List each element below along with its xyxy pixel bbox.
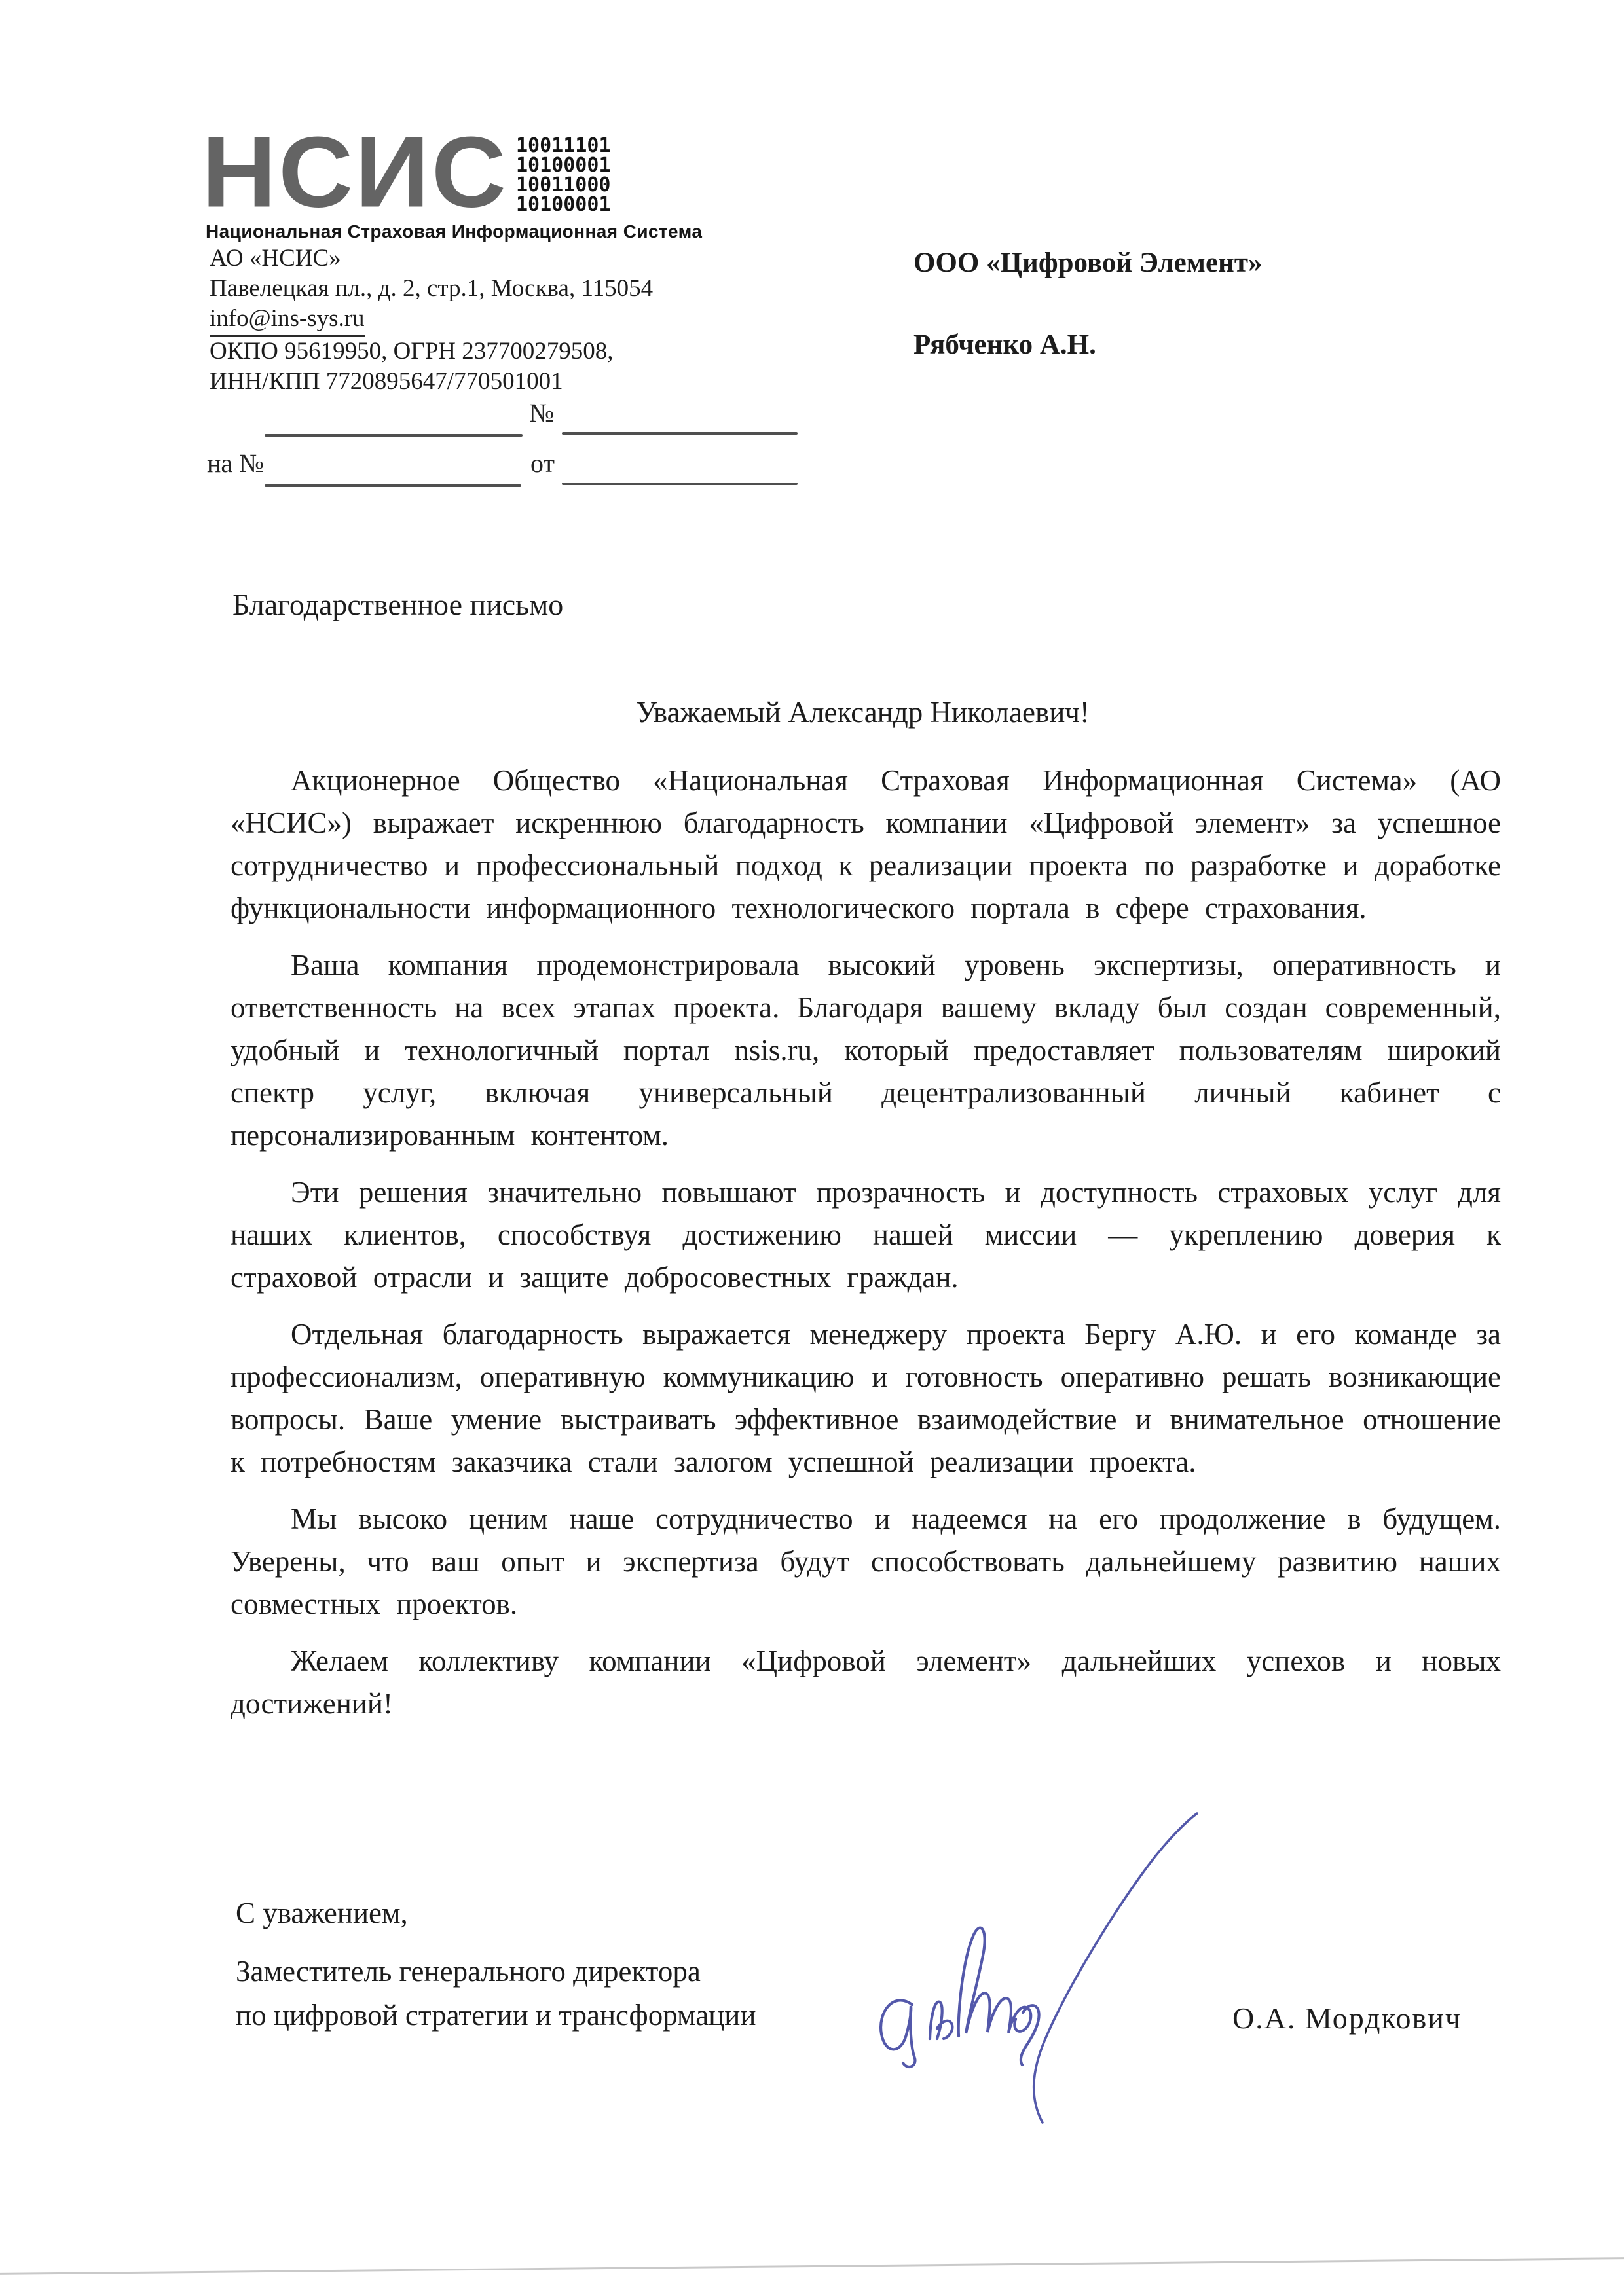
nsis-logo: НСИС xyxy=(202,116,508,228)
signature-ink xyxy=(851,1794,1244,2141)
paragraph-4: Отдельная благодарность выражается менеджеру проекта Бергу А.Ю. и его команде за профессионализм, оперативную коммуникацию и готовность оперативно решать возникающие вопросы. Ваше умение выстраивать эффективное взаимодействие и внимательное отношение к потребностям заказчика стали залогом успешной реализации проекта. xyxy=(231,1318,1501,1478)
ref-date-blank-line xyxy=(562,432,798,435)
org-email xyxy=(210,304,653,337)
ref-on-date-blank-line xyxy=(562,483,798,485)
signature-stroke-flourish xyxy=(1034,1813,1197,2123)
ref-number-label: № xyxy=(529,398,555,428)
binary-row: 10100001 xyxy=(516,193,611,216)
logo-binary-digits xyxy=(516,136,611,215)
recipient-person: Рябченко А.Н. xyxy=(913,329,1096,360)
letter-title: Благодарственное письмо xyxy=(232,588,564,621)
ref-on-number-blank-line xyxy=(265,484,521,487)
recipient-company: ООО «Цифровой Элемент» xyxy=(913,247,1263,278)
signer-name: О.А. Мордкович xyxy=(1232,2001,1462,2035)
org-registration: ОКПО 95619950, ОГРН 237700279508, xyxy=(210,338,614,365)
signer-title xyxy=(236,1950,756,2037)
sender-org-info xyxy=(210,244,653,397)
paragraph-1: Акционерное Общество «Национальная Страховая Информационная Система» (АО «НСИС») выражает искреннюю благодарность компании «Цифровой элемент» за успешное сотрудничество и профессиональный подход к реализации проекта по разработке и доработке функциональности информационного технологического портала в сфере страхования. xyxy=(231,764,1501,924)
paragraph-5: Мы высоко ценим наше сотрудничество и надеемся на его продолжение в будущем. Уверены, что ваш опыт и экспертиза будут способствовать дальнейшему развитию наших совместных проектов. xyxy=(231,1503,1501,1620)
signature-stroke-loops xyxy=(881,1928,1039,2067)
binary-row: 10011101 xyxy=(516,134,611,157)
ref-on-number-label: на № xyxy=(207,448,265,478)
salutation: Уважаемый Александр Николаевич! xyxy=(636,696,1090,729)
org-email-text: info@ins-sys.ru xyxy=(210,304,365,337)
org-inn-kpp: ИНН/КПП 7720895647/770501001 xyxy=(210,368,563,395)
org-name: АО «НСИС» xyxy=(210,245,341,272)
binary-row: 10011000 xyxy=(516,173,611,196)
scan-artifact-line xyxy=(0,2257,1624,2275)
signer-title-line-2: по цифровой стратегии и трансформации xyxy=(236,1999,756,2032)
closing-respectfully: С уважением, xyxy=(236,1897,408,1929)
ref-number-blank-line xyxy=(265,434,523,437)
signer-title-line-1: Заместитель генерального директора xyxy=(236,1955,701,1988)
logo-tagline: Национальная Страховая Информационная Система xyxy=(206,221,703,242)
letter-body xyxy=(231,759,1501,1740)
org-address: Павелецкая пл., д. 2, стр.1, Москва, 115054 xyxy=(210,275,654,302)
paragraph-2: Ваша компания продемонстрировала высокий уровень экспертизы, оперативность и ответственность на всех этапах проекта. Благодаря вашему вкладу был создан современный, удобный и технологичный портал nsis.ru, который предоставляет пользователям широкий спектр услуг, включая универсальный децентрализованный личный кабинет с персонализированным контентом. xyxy=(231,949,1501,1152)
paragraph-6: Желаем коллективу компании «Цифровой элемент» дальнейших успехов и новых достижений! xyxy=(231,1645,1501,1720)
binary-row: 10100001 xyxy=(516,154,611,177)
paragraph-3: Эти решения значительно повышают прозрачность и доступность страховых услуг для наших клиентов, способствуя достижению нашей миссии — укреплению доверия к страховой отрасли и защите добросовестных граждан. xyxy=(231,1176,1501,1294)
ref-from-label: от xyxy=(530,448,555,478)
